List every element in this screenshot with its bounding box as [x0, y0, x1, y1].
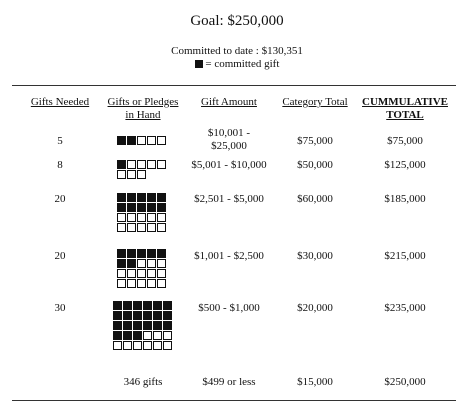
- open-gift-box: [117, 269, 126, 278]
- open-gift-box: [137, 136, 146, 145]
- committed-gift-box: [117, 203, 126, 212]
- goal-title: Goal: $250,000: [190, 13, 284, 29]
- open-gift-box: [157, 136, 166, 145]
- committed-gift-box: [133, 321, 142, 330]
- open-gift-box: [123, 341, 132, 350]
- open-gift-box: [147, 279, 156, 288]
- committed-gift-box: [127, 136, 136, 145]
- row-1-cumulative-total: $75,000: [387, 135, 423, 147]
- open-gift-box: [137, 279, 146, 288]
- committed-gift-box: [117, 160, 126, 169]
- committed-gift-box: [133, 301, 142, 310]
- open-gift-box: [137, 170, 146, 179]
- row-6-gifts-text: 346 gifts: [123, 376, 163, 388]
- header-gifts-or-pledges-line2: in Hand: [125, 109, 161, 121]
- open-gift-box: [127, 213, 136, 222]
- row-5-cumulative-total: $235,000: [384, 302, 426, 314]
- row-4-gifts-needed: 20: [54, 250, 66, 262]
- open-gift-box: [127, 170, 136, 179]
- committed-gift-box: [117, 136, 126, 145]
- committed-gift-box: [127, 203, 136, 212]
- row-3-gift-amount: $2,501 - $5,000: [194, 193, 264, 205]
- header-category-total: Category Total: [282, 96, 348, 108]
- row-1-gift-boxes: [117, 136, 166, 145]
- open-gift-box: [137, 213, 146, 222]
- row-2-gift-amount: $5,001 - $10,000: [191, 159, 267, 171]
- open-gift-box: [157, 279, 166, 288]
- committed-gift-box: [147, 203, 156, 212]
- open-gift-box: [147, 223, 156, 232]
- committed-gift-box: [113, 321, 122, 330]
- open-gift-box: [157, 259, 166, 268]
- open-gift-box: [157, 223, 166, 232]
- open-gift-box: [137, 269, 146, 278]
- open-gift-box: [137, 259, 146, 268]
- row-6-cumulative-total: $250,000: [384, 376, 426, 388]
- committed-gift-box: [157, 203, 166, 212]
- open-gift-box: [163, 341, 172, 350]
- open-gift-box: [143, 331, 152, 340]
- committed-gift-box: [143, 311, 152, 320]
- row-3-gift-boxes: [117, 193, 166, 232]
- open-gift-box: [113, 341, 122, 350]
- header-cumulative-line1: CUMMULATIVE: [362, 96, 448, 108]
- committed-gift-box: [123, 321, 132, 330]
- row-5-gift-amount: $500 - $1,000: [198, 302, 260, 314]
- committed-to-date: Committed to date : $130,351: [171, 45, 303, 57]
- row-1-gift-amount: [190, 127, 268, 153]
- header-gift-amount: Gift Amount: [201, 96, 257, 108]
- committed-gift-box: [157, 193, 166, 202]
- row-1-gifts-needed: 5: [57, 135, 63, 147]
- row-4-cumulative-total: $215,000: [384, 250, 426, 262]
- committed-gift-box: [137, 203, 146, 212]
- header-cumulative-line2: TOTAL: [386, 109, 424, 121]
- open-gift-box: [127, 269, 136, 278]
- row-5-gift-boxes: [113, 301, 172, 350]
- open-gift-box: [147, 259, 156, 268]
- committed-gift-box: [153, 311, 162, 320]
- open-gift-box: [157, 213, 166, 222]
- row-2-gifts-needed: 8: [57, 159, 63, 171]
- open-gift-box: [133, 341, 142, 350]
- open-gift-box: [147, 213, 156, 222]
- committed-gift-box: [117, 249, 126, 258]
- committed-gift-box: [153, 301, 162, 310]
- open-gift-box: [147, 269, 156, 278]
- open-gift-box: [117, 213, 126, 222]
- row-6-category-total: $15,000: [297, 376, 333, 388]
- committed-gift-box: [123, 311, 132, 320]
- committed-gift-box: [163, 321, 172, 330]
- committed-gift-box: [163, 301, 172, 310]
- committed-gift-box: [123, 301, 132, 310]
- legend: [0, 58, 474, 70]
- committed-gift-box: [143, 321, 152, 330]
- committed-gift-box: [147, 249, 156, 258]
- row-3-cumulative-total: $185,000: [384, 193, 426, 205]
- open-gift-box: [147, 136, 156, 145]
- committed-gift-box: [147, 193, 156, 202]
- row-3-category-total: $60,000: [297, 193, 333, 205]
- open-gift-box: [127, 160, 136, 169]
- open-gift-box: [163, 331, 172, 340]
- row-1-amount-line1: $10,001 -: [207, 127, 251, 139]
- row-4-gift-amount: $1,001 - $2,500: [194, 250, 264, 262]
- committed-gift-box: [163, 311, 172, 320]
- open-gift-box: [153, 341, 162, 350]
- row-5-gifts-needed: 30: [54, 302, 66, 314]
- open-gift-box: [137, 160, 146, 169]
- row-1-category-total: $75,000: [297, 135, 333, 147]
- row-6-gift-amount: $499 or less: [202, 376, 256, 388]
- committed-gift-box: [157, 249, 166, 258]
- row-5-category-total: $20,000: [297, 302, 333, 314]
- committed-gift-box: [113, 301, 122, 310]
- committed-gift-box: [137, 193, 146, 202]
- committed-gift-box: [133, 331, 142, 340]
- header-gifts-or-pledges: [100, 96, 186, 122]
- committed-gift-box: [113, 331, 122, 340]
- row-2-category-total: $50,000: [297, 159, 333, 171]
- bottom-divider: [12, 400, 456, 401]
- open-gift-box: [143, 341, 152, 350]
- open-gift-box: [117, 170, 126, 179]
- row-4-gift-boxes: [117, 249, 166, 288]
- committed-gift-box: [113, 311, 122, 320]
- committed-gift-box: [137, 249, 146, 258]
- header-cumulative-total: [355, 96, 455, 122]
- header-gifts-needed: Gifts Needed: [30, 96, 90, 108]
- header-gifts-or-pledges-line1: Gifts or Pledges: [107, 96, 179, 108]
- committed-gift-box: [117, 193, 126, 202]
- open-gift-box: [137, 223, 146, 232]
- committed-gift-box: [117, 259, 126, 268]
- committed-square-icon: [195, 60, 203, 68]
- committed-gift-box: [153, 321, 162, 330]
- open-gift-box: [157, 269, 166, 278]
- committed-gift-box: [133, 311, 142, 320]
- committed-gift-box: [127, 193, 136, 202]
- row-4-category-total: $30,000: [297, 250, 333, 262]
- open-gift-box: [157, 160, 166, 169]
- open-gift-box: [117, 279, 126, 288]
- open-gift-box: [153, 331, 162, 340]
- committed-gift-box: [143, 301, 152, 310]
- row-3-gifts-needed: 20: [54, 193, 66, 205]
- row-2-gift-boxes: [117, 160, 166, 179]
- open-gift-box: [147, 160, 156, 169]
- committed-gift-box: [127, 249, 136, 258]
- row-2-cumulative-total: $125,000: [384, 159, 426, 171]
- top-divider: [12, 85, 456, 86]
- open-gift-box: [127, 223, 136, 232]
- row-1-amount-line2: $25,000: [211, 140, 247, 152]
- legend-label: = committed gift: [205, 58, 280, 70]
- committed-gift-box: [123, 331, 132, 340]
- open-gift-box: [127, 279, 136, 288]
- open-gift-box: [117, 223, 126, 232]
- committed-gift-box: [127, 259, 136, 268]
